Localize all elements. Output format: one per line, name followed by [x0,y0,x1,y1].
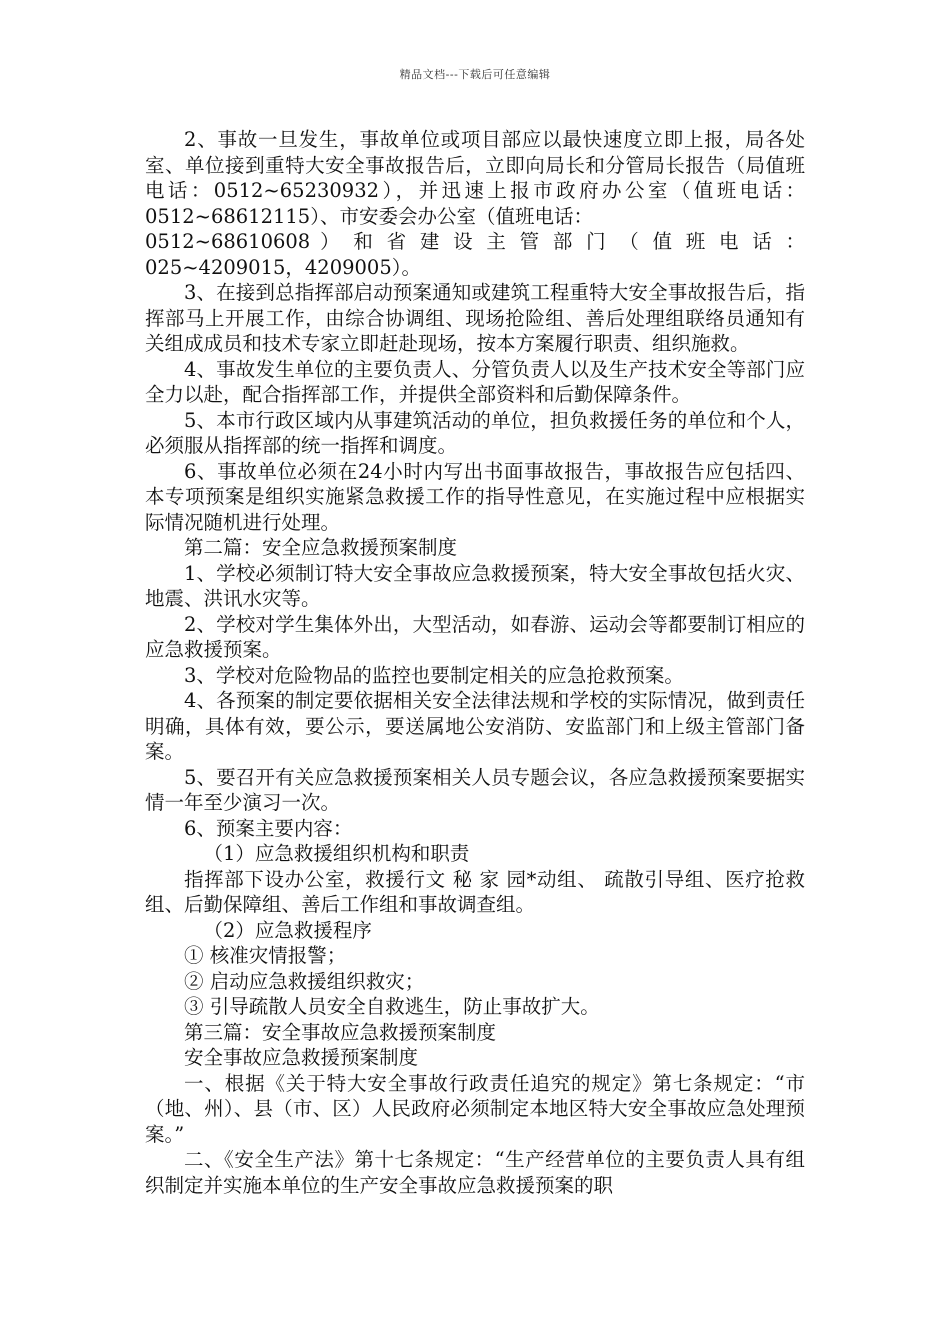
paragraph: 3、学校对危险物品的监控也要制定相关的应急抢救预案。 [184,663,684,687]
subheading: （1）应急救援组织机构和职责 [203,842,470,865]
paragraph: 3、在接到总指挥部启动预案通知或建筑工程重特大安全事故报告后，指挥部马上开展工作，由综合协调组、现场抢险组、善后处理组联络员通知有关组成成员和技术专家立即赶赴现场，按本方案履行职责、组织施救。 [145,281,805,355]
paragraph: 二、《安全生产法》第十七条规定：“生产经营单位的主要负责人具有组织制定并实施本单位的生产安全事故应急救援预案的职 [145,1148,805,1197]
paragraph: 5、本市行政区域内从事建筑活动的单位，担负救援任务的单位和个人，必须服从指挥部的统一指挥和调度。 [145,408,805,457]
list-item: ① 核准灾情报警； [184,944,347,967]
paragraph: 4、事故发生单位的主要负责人、分管负责人以及生产技术安全等部门应全力以赴，配合指挥部工作，并提供全部资料和后勤保障条件。 [145,357,805,406]
paragraph: 4、各预案的制定要依据相关安全法律法规和学校的实际情况，做到责任明确，具体有效，要公示，要送属地公安消防、安监部门和上级主管部门备案。 [145,689,805,763]
paragraph: 6、预案主要内容： [184,816,353,840]
paragraph: 1、学校必须制订特大安全事故应急救援预案，特大安全事故包括火灾、地震、洪讯水灾等。 [145,561,805,610]
section-heading: 第三篇：安全事故应急救援预案制度 [184,1020,497,1044]
section-heading: 第二篇：安全应急救援预案制度 [184,536,458,559]
list-item: ③ 引导疏散人员安全自救逃生，防止事故扩大。 [184,995,600,1018]
section-title: 安全事故应急救援预案制度 [184,1046,419,1069]
paragraph: 一、根据《关于特大安全事故行政责任追究的规定》第七条规定：“市（地、州）、县（市、区）人民政府必须制定本地区特大安全事故应急处理预案。” [145,1071,805,1146]
paragraph: 0512~68610608 ） 和 省 建 设 主 管 部 门 （ 值 班 电 话 ： [145,230,805,253]
subheading: （2）应急救援程序 [203,918,372,942]
page-header: 精品文档---下载后可任意编辑 [399,68,551,81]
paragraph: 5、要召开有关应急救援预案相关人员专题会议，各应急救援预案要据实情一年至少演习一次。 [145,765,805,814]
list-item: ② 启动应急救援组织救灾； [184,969,425,993]
paragraph: 指挥部下设办公室，救援行文 秘 家 园*动组、 疏散引导组、医疗抢救组、后勤保障组、善后工作组和事故调查组。 [145,867,805,916]
paragraph: 2、事故一旦发生，事故单位或项目部应以最快速度立即上报，局各处室、单位接到重特大安全事故报告后，立即向局长和分管局长报告（局值班电话：0512~65230932），并迅速上报市政府办公室（值班电话：0512~68612115）、市安委会办公室（值班电话： [145,128,805,228]
paragraph: 6、事故单位必须在24小时内写出书面事故报告，事故报告应包括四、本专项预案是组织实施紧急救援工作的指导性意见，在实施过程中应根据实际情况随机进行处理。 [145,459,805,534]
paragraph: 2、学校对学生集体外出，大型活动，如春游、运动会等都要制订相应的应急救援预案。 [145,612,805,661]
document-body [145,127,805,1198]
paragraph: 025~4209015，4209005）。 [145,255,421,279]
